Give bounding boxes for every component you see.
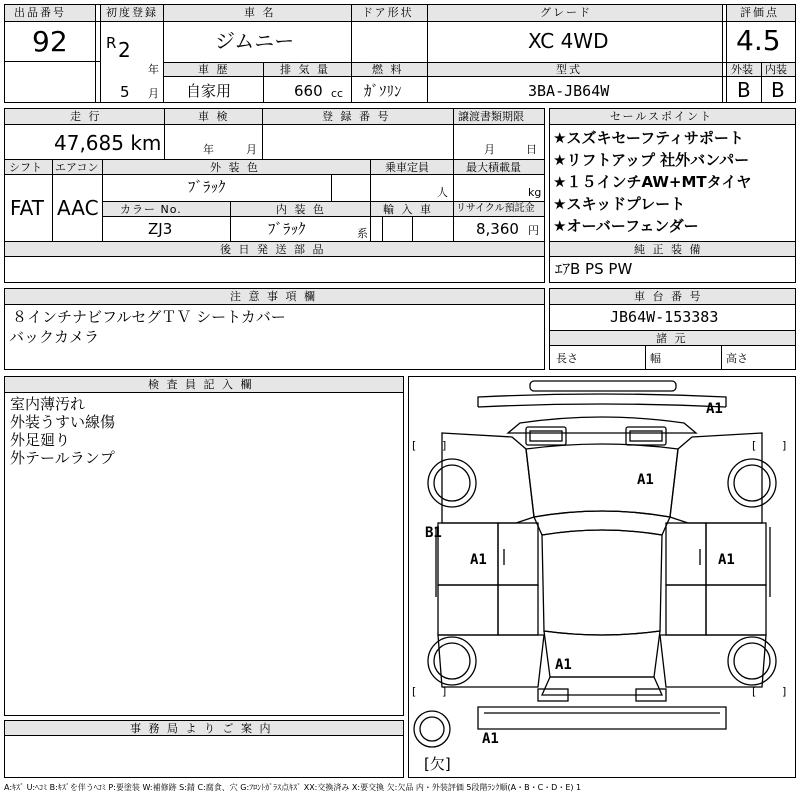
era-prefix: R: [106, 34, 117, 52]
capacity-label: 乗車定員: [385, 161, 429, 174]
inspector-line: 室内薄汚れ: [10, 395, 86, 413]
inspection-label: 車 検: [198, 110, 230, 123]
load-unit: kg: [528, 186, 542, 199]
equipment-label: 純 正 装 備: [634, 243, 703, 256]
recycle-value: 8,360: [476, 220, 519, 238]
ac: AAC: [57, 196, 99, 220]
mileage-value: 47,685 km: [54, 131, 162, 155]
lot-number: 92: [32, 25, 68, 58]
first-reg-label: 初度登録: [106, 6, 158, 19]
damage-rear-bumper: A1: [482, 731, 499, 747]
fuel: ｶﾞｿﾘﾝ: [364, 82, 402, 100]
car-body-diagram: [408, 377, 796, 779]
dims-label: 諸 元: [656, 332, 688, 345]
displacement-label: 排 気 量: [280, 63, 330, 76]
ext-color-label: 外 装 色: [210, 161, 260, 174]
lot-number-label: 出品番号: [14, 6, 66, 19]
color-no-label: カラー No.: [120, 203, 182, 216]
transfer-month-unit: 月: [484, 143, 495, 156]
history: 自家用: [186, 82, 232, 100]
year-unit: 年: [148, 63, 159, 76]
later-parts-label: 後 日 発 送 部 品: [220, 243, 326, 256]
grade-label: グレード: [540, 6, 592, 19]
load-label: 最大積載量: [466, 161, 521, 174]
int-color-suffix: 系: [357, 227, 368, 240]
color-no: ZJ3: [148, 220, 173, 238]
damage-rear-glass: A1: [555, 657, 572, 673]
displacement: 660: [294, 82, 323, 100]
int-color: ﾌﾞﾗｯｸ: [268, 220, 306, 238]
inspector-label: 検 査 員 記 入 欄: [148, 378, 254, 391]
inspection-year-unit: 年: [203, 143, 214, 156]
damage-left-door: A1: [470, 552, 487, 568]
month-unit: 月: [148, 87, 159, 100]
sales-point-item: ★スキッドプレート: [553, 195, 686, 213]
recycle-unit: 円: [528, 224, 539, 237]
car-name: ジムニー: [215, 29, 295, 53]
ac-label: エアコン: [55, 161, 99, 174]
interior-label: 内装: [765, 63, 787, 76]
length-label: 長さ: [556, 352, 578, 365]
capacity-unit: 人: [437, 186, 448, 199]
sales-points-label: セールスポイント: [610, 110, 714, 123]
inspector-line: 外テールランプ: [10, 449, 115, 467]
notes-line: バックカメラ: [9, 328, 100, 346]
import-label: 輸 入 車: [383, 203, 433, 216]
first-reg-month: 5: [120, 83, 130, 101]
model-code-label: 型式: [556, 63, 582, 76]
inspector-line: 外装うすい線傷: [10, 413, 116, 431]
model-code: 3BA-JB64W: [528, 82, 610, 100]
displacement-unit: cc: [331, 87, 344, 100]
interior-grade: B: [771, 78, 785, 102]
inspection-month-unit: 月: [246, 143, 257, 156]
height-label: 高さ: [726, 352, 748, 365]
ext-color: ﾌﾞﾗｯｸ: [188, 178, 226, 196]
fuel-label: 燃 料: [372, 63, 404, 76]
exterior-grade: B: [737, 78, 751, 102]
grade: XC 4WD: [528, 29, 609, 53]
shift-label: シフト: [9, 161, 42, 174]
damage-left-fender: B1: [425, 525, 442, 541]
damage-hood: A1: [637, 472, 654, 488]
transfer-label: 譲渡書類期限: [458, 110, 524, 123]
shift: FAT: [10, 196, 45, 220]
exterior-label: 外装: [731, 63, 753, 76]
history-label: 車 歴: [198, 63, 230, 76]
door-label: ドア形状: [362, 6, 414, 19]
reg-number-label: 登 録 番 号: [322, 110, 391, 123]
damage-right-door: A1: [718, 552, 735, 568]
sales-point-item: ★スズキセーフティサポート: [553, 129, 744, 147]
era-year: 2: [118, 38, 131, 62]
int-color-label: 内 装 色: [276, 203, 326, 216]
score: 4.5: [736, 24, 781, 57]
damage-front-right: A1: [706, 401, 723, 417]
equipment-value: ｴｱB PS PW: [555, 260, 633, 278]
legend-footer: A:ｷｽﾞ U:ﾍｺﾐ B:ｷｽﾞを伴うﾍｺﾐ P:要塗装 W:補修跡 S:錆 C:腐食、穴 G:ﾌﾛﾝﾄｶﾞﾗｽ点ｷｽﾞ XX:交換済み X:要交換 欠:欠品 内・外装評価 5段階ﾗﾝｸ順(A・B・C・D・E) 1: [4, 783, 582, 792]
sales-point-item: ★１５インチAW+MTタイヤ: [553, 173, 752, 191]
car-name-label: 車 名: [244, 6, 276, 19]
chassis-number: JB64W-153383: [610, 308, 719, 326]
inspector-line: 外足廻り: [10, 431, 71, 449]
width-label: 幅: [650, 352, 661, 365]
sales-point-item: ★リフトアップ 社外バンパー: [553, 151, 750, 169]
mileage-label: 走 行: [70, 110, 102, 123]
recycle-label: リサイクル預託金: [456, 203, 535, 214]
transfer-day-unit: 日: [526, 143, 537, 156]
sales-point-item: ★オーバーフェンダー: [553, 217, 699, 235]
notes-label: 注 意 事 項 欄: [230, 290, 317, 303]
notes-line: ８インチナビフルセグＴＶ シートカバー: [12, 308, 286, 326]
missing-mark: [欠]: [424, 755, 451, 773]
chassis-label: 車 台 番 号: [634, 290, 703, 303]
score-label: 評価点: [740, 6, 779, 19]
office-label: 事 務 局 よ り ご 案 内: [130, 722, 273, 735]
